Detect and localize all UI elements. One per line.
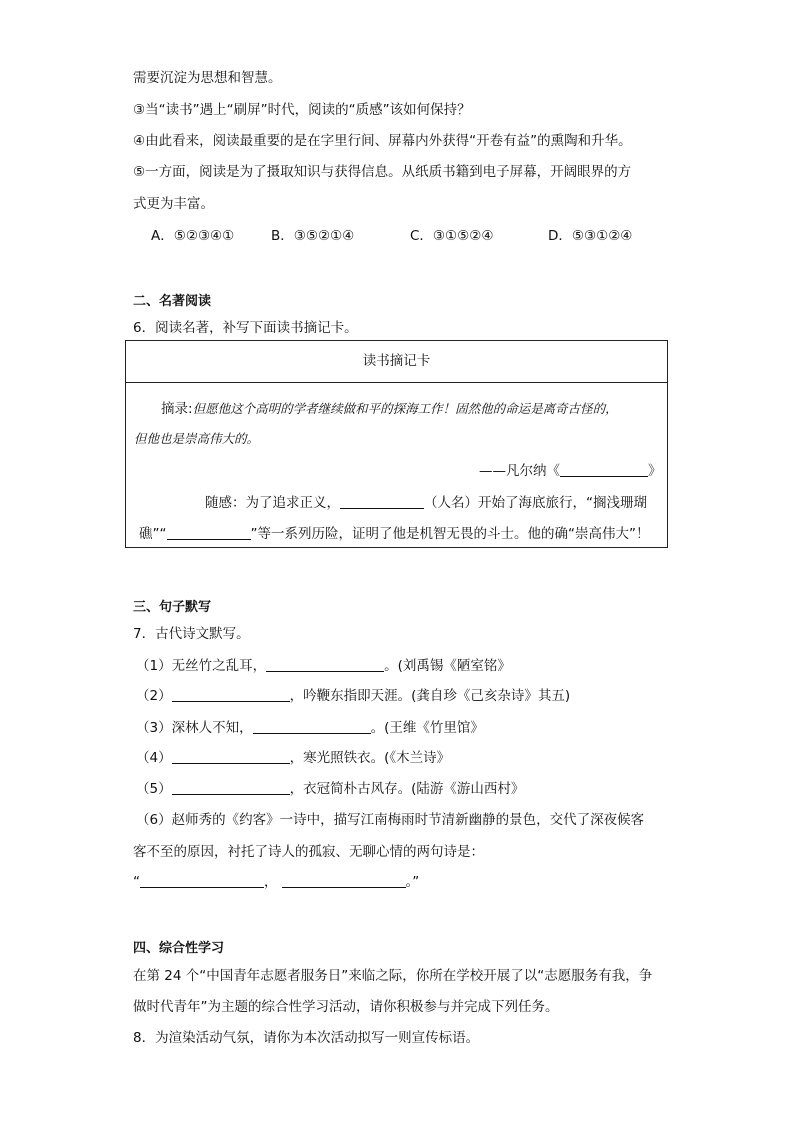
- source-suffix: 》: [648, 463, 662, 479]
- excerpt-source: [479, 459, 662, 479]
- poem-item-6-line-2: 客不至的原因，衬托了诗人的孤寂、无聊心情的两句诗是：: [133, 844, 484, 860]
- note-2b: ”等一系列历险，证明了他是机智无畏的斗士。他的确“崇高伟大”！: [250, 526, 650, 542]
- poem-5-text: ，衣冠简朴古风存。(陆游《游山西村》: [289, 781, 525, 797]
- poem-item-1: [136, 654, 511, 674]
- section-4-intro-line-1: 在第 24 个“中国青年志愿者服务日”来临之际，你所在学校开展了以“志愿服务有我，争: [133, 968, 653, 984]
- q5-sentence-4: ④由此看来，阅读最重要的是在字里行间、屏幕内外获得“开卷有益”的熏陶和升华。: [133, 133, 632, 149]
- poem-item-3: [136, 716, 484, 736]
- poem-2-blank[interactable]: [172, 687, 290, 702]
- close-quote: 。”: [405, 874, 420, 890]
- section-4-heading: 四、综合性学习: [133, 941, 225, 956]
- poem-1-source: 。(刘禹锡《陋室铭》: [384, 658, 511, 674]
- poem-4-num: （4）: [136, 750, 172, 766]
- comma: ，: [264, 874, 278, 890]
- card-title: 读书摘记卡: [126, 341, 667, 383]
- q5-sentence-5-cont: 式更为丰富。: [133, 196, 214, 212]
- adventure-blank[interactable]: [167, 525, 251, 540]
- excerpt-label: 摘录:: [161, 401, 193, 417]
- option-a[interactable]: A．⑤②③④①: [151, 228, 235, 244]
- poem-4-blank[interactable]: [172, 749, 290, 764]
- q5-sentence-5: ⑤一方面，阅读是为了摄取知识与获得信息。从纸质书籍到电子屏幕，开阔眼界的方: [133, 164, 632, 180]
- poem-item-4: [136, 746, 450, 766]
- excerpt-text-1: 但愿他这个高明的学者继续做和平的探海工作！固然他的命运是离奇古怪的，: [192, 401, 618, 416]
- poem-1-blank[interactable]: [266, 657, 384, 672]
- poem-6-blank-1[interactable]: [140, 873, 264, 888]
- poem-3-text: （3）深林人不知，: [136, 720, 253, 736]
- book-title-blank[interactable]: [560, 462, 648, 477]
- poem-item-2: [136, 684, 570, 704]
- excerpt-text-2: 但他也是崇高伟大的。: [134, 431, 260, 446]
- q5-sentence-3: ③当“读书”遇上“刷屏”时代，阅读的“质感”该如何保持？: [133, 102, 471, 118]
- question-8: 8．为渲染活动气氛，请你为本次活动拟写一则宣传标语。: [133, 1030, 480, 1046]
- poem-3-source: 。(王维《竹里馆》: [370, 720, 484, 736]
- note-2a: 礁”“: [139, 526, 167, 542]
- section-3-heading: 三、句子默写: [133, 600, 212, 615]
- note-1a: 随感：为了追求正义，: [205, 495, 340, 511]
- section-2-heading: 二、名著阅读: [133, 294, 212, 309]
- question-6: 6．阅读名著，补写下面读书摘记卡。: [133, 320, 358, 336]
- section-4-intro-line-2: 做时代青年”为主题的综合性学习活动，请你积极参与并完成下列任务。: [133, 999, 559, 1015]
- person-name-blank[interactable]: [340, 494, 424, 509]
- poem-6-blank-2[interactable]: [282, 873, 406, 888]
- poem-item-6-line-1: （6）赵师秀的《约客》一诗中，描写江南梅雨时节清新幽静的景色，交代了深夜候客: [136, 812, 645, 828]
- poem-item-6-answer: [133, 870, 419, 890]
- poem-2-num: （2）: [136, 688, 172, 704]
- open-quote: “: [133, 874, 140, 890]
- poem-5-num: （5）: [136, 781, 172, 797]
- option-d[interactable]: D．⑤③①②④: [548, 228, 633, 244]
- option-c[interactable]: C．③①⑤②④: [410, 228, 494, 244]
- excerpt-line-1: [161, 397, 618, 417]
- poem-2-text: ，吟鞭东指即天涯。(龚自珍《己亥杂诗》其五): [289, 688, 571, 704]
- poem-5-blank[interactable]: [172, 780, 290, 795]
- poem-4-text: ，寒光照铁衣。(《木兰诗》: [289, 750, 451, 766]
- q5-text-line-1: 需要沉淀为思想和智慧。: [133, 70, 282, 86]
- poem-1-text: （1）无丝竹之乱耳，: [136, 658, 267, 674]
- note-line-2: [139, 522, 649, 542]
- question-7: 7．古代诗文默写。: [133, 626, 250, 642]
- source-prefix: ——凡尔纳《: [479, 463, 560, 479]
- option-b[interactable]: B．③⑤②①④: [271, 228, 355, 244]
- note-1b: （人名）开始了海底旅行，“搁浅珊瑚: [424, 495, 647, 511]
- poem-3-blank[interactable]: [253, 719, 371, 734]
- poem-item-5: [136, 777, 524, 797]
- reading-notes-card: [125, 340, 668, 548]
- note-line-1: [205, 491, 647, 511]
